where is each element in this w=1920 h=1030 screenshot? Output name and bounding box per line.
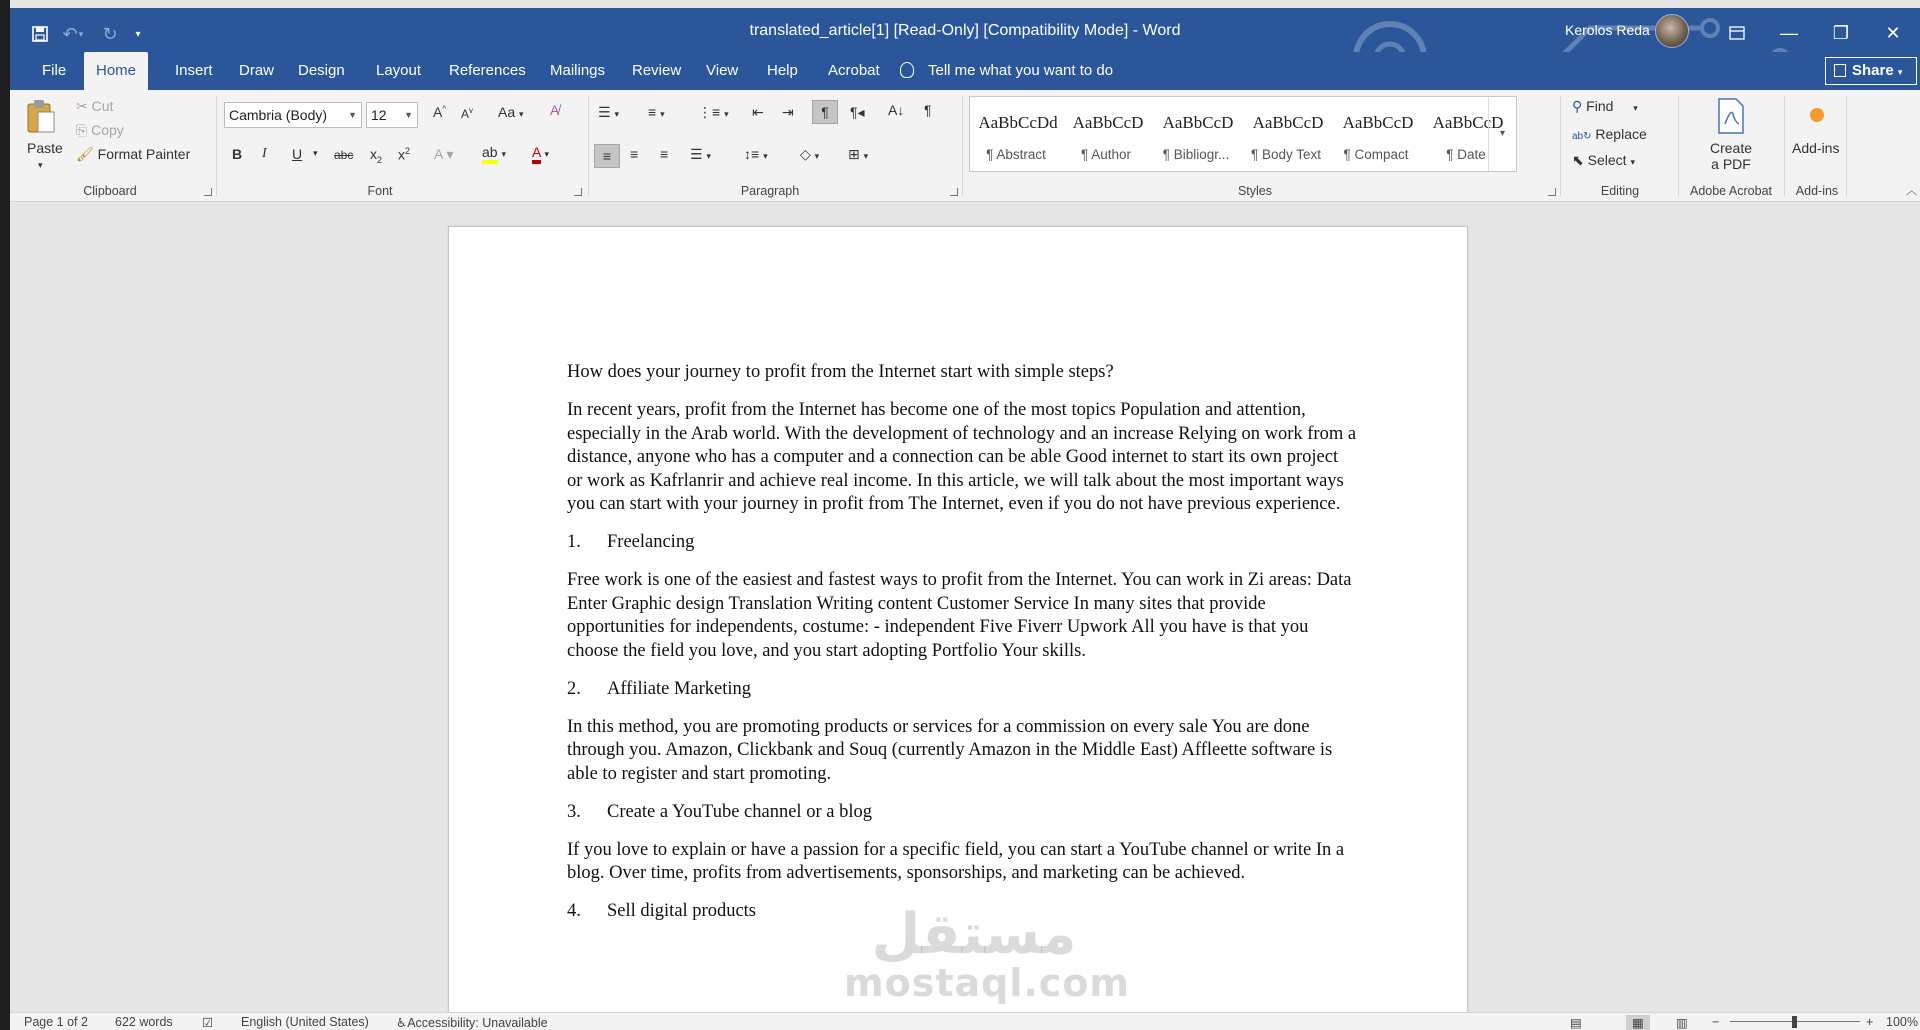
list-title: Freelancing (607, 532, 695, 552)
style-sample: AaBbCcD (1342, 113, 1414, 132)
doc-paragraph: Free work is one of the easiest and fastest ways to profit from the Internet. You can work in Zi areas: Data Enter Graphic design Translation Writing content Customer Service In many sites that provide opportunities for independents, costume: - independent Five Fiverr Upwork All you have is that you choose the field you love, and you start adopting Portfolio Your skills. (567, 570, 1352, 661)
zoom-in-icon[interactable]: + (1866, 1015, 1874, 1029)
replace-label: Replace (1595, 126, 1647, 142)
zoom-out-icon[interactable]: − (1712, 1015, 1720, 1029)
font-group-label: Font (367, 184, 393, 198)
list-number: 4. (567, 901, 581, 921)
read-mode-icon[interactable]: ▤ (1570, 1016, 1582, 1030)
restore-icon[interactable]: ❐ (1832, 22, 1850, 43)
separator (1784, 96, 1785, 196)
select-label: Select (1587, 152, 1627, 168)
sort-icon[interactable]: A↓ (888, 102, 905, 118)
format-painter-label: Format Painter (97, 146, 191, 162)
align-left-icon[interactable]: ≡ (594, 144, 620, 168)
chevron-down-icon: ▾ (519, 109, 524, 119)
style-sample: AaBbCcD (1432, 113, 1504, 132)
styles-launcher-icon[interactable] (1548, 188, 1556, 196)
customize-qat-icon[interactable]: ▾ (135, 28, 141, 40)
zoom-slider-thumb[interactable] (1792, 1016, 1797, 1028)
list-item (567, 678, 1357, 702)
accessibility-label: Accessibility: Unavailable (407, 1016, 548, 1030)
tab-file[interactable]: File (42, 62, 67, 79)
justify-icon[interactable]: ☰ ▾ (690, 146, 711, 162)
doc-paragraph: In this method, you are promoting products or services for a commission on every sale You are done through you. Amazon, Clickbank and Souq (currently Amazon in the Middle East) Affleette software is able to register and start promoting. (567, 716, 1333, 784)
bullets-icon[interactable]: ☰ ▾ (598, 104, 619, 120)
user-name[interactable]: Kerolos Reda (1565, 22, 1650, 38)
font-launcher-icon[interactable] (574, 188, 582, 196)
style-sample: AaBbCcD (1252, 113, 1324, 132)
create-pdf-line1: Create (1709, 140, 1753, 156)
add-ins-icon[interactable] (1810, 108, 1824, 122)
styles-gallery (969, 96, 1517, 172)
ribbon-tabs (10, 52, 1920, 90)
cut-button[interactable] (76, 98, 113, 115)
brush-icon: 🖌 (76, 146, 94, 162)
style-sample: AaBbCcD (1072, 113, 1144, 132)
list-number: 2. (567, 678, 581, 699)
document-body[interactable] (567, 361, 1357, 938)
paste-dropdown-icon[interactable]: ▾ (38, 160, 43, 170)
share-dropdown-icon: ▾ (1897, 67, 1903, 77)
doc-paragraph: If you love to explain or have a passion for a specific field, you can start a YouTube channel or write In a blog. Over time, profits from advertisements, sponsorships, and marketing can be achieved. (567, 839, 1345, 883)
chevron-down-icon: ▼ (404, 110, 413, 120)
tab-view[interactable]: View (706, 62, 739, 79)
superscript-icon[interactable]: $x^2$ (398, 146, 411, 163)
replace-button[interactable] (1572, 126, 1647, 142)
decrease-indent-icon[interactable]: ⇤ (752, 104, 764, 120)
shrink-font-icon[interactable]: $A^v$ (461, 106, 474, 121)
increase-indent-icon[interactable]: ⇥ (782, 104, 794, 120)
multilevel-list-icon[interactable]: ⋮≡ ▾ (698, 104, 729, 120)
subscript-icon[interactable]: $x_2$ (370, 146, 383, 165)
doc-intro: In recent years, profit from the Internet has become one of the most topics Population and attention, especially in the Arab world. With the development of technology and an increase Relying on work from a distance, anyone who has a computer and a connection can be able Good internet to start its own project or work as Kafrlanrir and achieve real income. In this article, we will talk about the most important ways you can start with your journey in profit from The Internet, even if you do not have previous experience. (567, 400, 1357, 514)
undo-dropdown-icon[interactable]: ▾ (78, 28, 84, 39)
style-name: ¶ Bibliogr... (1162, 147, 1230, 162)
accessibility-status[interactable] (396, 1015, 548, 1030)
doc-heading: How does your journey to profit from the Internet start with simple steps? (567, 362, 1114, 382)
copy-icon: ⎘ (76, 122, 88, 138)
list-title: Sell digital products (607, 901, 757, 921)
paste-icon[interactable] (26, 98, 56, 136)
search-icon: ⚲ (1572, 98, 1583, 114)
language-status[interactable]: English (United States) (241, 1015, 369, 1029)
change-case-button[interactable] (498, 104, 524, 120)
change-case-label: Aa (498, 104, 516, 120)
font-size-select[interactable] (366, 102, 418, 128)
list-title: Affiliate Marketing (607, 678, 752, 699)
find-label: Find (1586, 98, 1614, 114)
page-count[interactable]: Page 1 of 2 (24, 1015, 88, 1029)
tab-layout[interactable]: Layout (376, 62, 422, 79)
undo-icon[interactable]: ↶ (62, 23, 78, 44)
chevron-down-icon: ▼ (348, 110, 357, 120)
scissors-icon: ✂ (76, 98, 88, 114)
redo-icon[interactable]: ↻ (102, 23, 118, 44)
separator (216, 96, 217, 196)
style-abstract[interactable] (972, 97, 1060, 171)
tab-design[interactable]: Design (298, 62, 345, 79)
copy-label: Copy (91, 122, 124, 138)
style-bibliography[interactable] (1152, 97, 1240, 171)
style-compact[interactable] (1332, 97, 1420, 171)
underline-icon[interactable]: U (292, 146, 303, 162)
style-name: ¶ Compact (1343, 147, 1409, 162)
document-title: translated_article[1] [Read-Only] [Compatibility Mode] - Word (749, 22, 1181, 39)
paragraph-group-label: Paragraph (740, 184, 800, 198)
tab-mailings[interactable]: Mailings (550, 62, 606, 79)
tell-me-search[interactable] (900, 52, 1113, 90)
proofing-icon[interactable]: ☑ (202, 1016, 214, 1030)
print-layout-icon[interactable]: ▦ (1626, 1015, 1650, 1030)
share-label: Share (1852, 62, 1894, 79)
grow-font-icon[interactable]: A^ (433, 104, 447, 120)
separator (1560, 96, 1561, 196)
ltr-direction-icon[interactable]: ¶ (812, 100, 838, 124)
italic-icon[interactable]: I (262, 146, 267, 161)
tab-insert[interactable]: Insert (175, 62, 213, 79)
ribbon-home (10, 90, 1920, 202)
style-name: ¶ Abstract (986, 147, 1046, 162)
zoom-level[interactable]: 100% (1886, 1015, 1918, 1029)
highlight-icon[interactable]: ab ▾ (482, 144, 506, 160)
font-size-value: 12 (371, 107, 387, 123)
font-family-select[interactable] (224, 102, 362, 128)
copy-button[interactable] (76, 122, 124, 139)
text-effects-icon[interactable]: A ▾ (434, 146, 454, 162)
separator (588, 96, 589, 196)
style-author[interactable] (1062, 97, 1150, 171)
chevron-down-icon: ▾ (1630, 157, 1635, 167)
create-pdf-line2: a PDF (1711, 156, 1751, 172)
chevron-down-icon: ▾ (1633, 103, 1638, 113)
document-page[interactable] (448, 226, 1468, 1012)
borders-icon[interactable]: ⊞ ▾ (848, 146, 869, 162)
avatar[interactable] (1655, 14, 1689, 48)
create-pdf-icon[interactable] (1716, 98, 1746, 134)
acrobat-group-label: Adobe Acrobat (1689, 184, 1772, 198)
select-button[interactable] (1572, 152, 1635, 169)
numbering-icon[interactable]: ≡ ▾ (648, 104, 665, 120)
tab-references[interactable]: References (449, 62, 526, 79)
minimize-icon[interactable]: — (1780, 22, 1798, 43)
watermark-arabic: مستقل (871, 902, 1077, 967)
shading-icon[interactable]: ◇ ▾ (800, 146, 820, 162)
tell-me-label: Tell me what you want to do (928, 62, 1114, 79)
clipboard-launcher-icon[interactable] (204, 188, 212, 196)
clear-formatting-icon[interactable]: A̸ (550, 102, 560, 118)
styles-group-label: Styles (1237, 184, 1273, 198)
list-number: 3. (567, 801, 581, 822)
style-name: ¶ Body Text (1250, 147, 1322, 162)
styles-more-icon[interactable]: ▾ (1488, 97, 1516, 171)
align-center-icon[interactable]: ≡ (630, 146, 639, 162)
style-body-text[interactable] (1242, 97, 1330, 171)
bold-icon[interactable]: B (232, 146, 243, 162)
tab-review[interactable]: Review (632, 62, 682, 79)
line-spacing-icon[interactable]: ↕≡ ▾ (744, 146, 768, 162)
list-item (567, 801, 1357, 825)
font-family-value: Cambria (Body) (229, 107, 328, 123)
rtl-direction-icon[interactable]: ¶◂ (850, 104, 865, 120)
paste-button[interactable]: Paste (27, 140, 63, 156)
collapse-ribbon-icon[interactable]: ︿ (1906, 185, 1917, 197)
add-ins-group-label: Add-ins (1795, 184, 1839, 198)
web-layout-icon[interactable]: ▥ (1676, 1016, 1688, 1030)
show-paragraph-marks-icon[interactable]: ¶ (924, 102, 932, 118)
share-button[interactable] (1825, 57, 1917, 85)
find-button[interactable] (1572, 98, 1638, 115)
watermark (844, 902, 1131, 1005)
add-ins-button[interactable]: Add-ins (1792, 140, 1840, 156)
status-bar (10, 1012, 1920, 1030)
separator (1846, 96, 1847, 196)
separator (962, 96, 963, 196)
create-pdf-button[interactable] (1708, 140, 1754, 172)
document-canvas (10, 202, 1920, 1012)
list-item (567, 531, 1357, 555)
close-icon[interactable]: ✕ (1885, 22, 1901, 43)
align-right-icon[interactable]: ≡ (660, 146, 669, 162)
cut-label: Cut (91, 98, 114, 114)
style-name: ¶ Date (1446, 147, 1486, 162)
lightbulb-icon (900, 62, 914, 78)
style-sample: AaBbCcDd (978, 113, 1058, 132)
editing-group-label: Editing (1600, 184, 1640, 198)
share-icon (1834, 64, 1846, 77)
tab-home[interactable]: Home (84, 52, 148, 90)
tab-acrobat[interactable]: Acrobat (828, 62, 880, 79)
style-name: ¶ Author (1080, 147, 1132, 162)
list-title: Create a YouTube channel or a blog (607, 801, 872, 822)
cursor-icon: ⬉ (1572, 152, 1584, 168)
list-number: 1. (567, 532, 581, 552)
font-color-icon[interactable]: A ▾ (532, 144, 549, 160)
paragraph-launcher-icon[interactable] (950, 188, 958, 196)
tab-draw[interactable]: Draw (239, 62, 275, 79)
ribbon-display-options-icon[interactable] (1714, 16, 1760, 50)
clipboard-group-label: Clipboard (83, 184, 137, 198)
accessibility-icon: ♿ (396, 1016, 408, 1030)
replace-icon: ab↻ (1572, 131, 1592, 142)
separator (1678, 96, 1679, 196)
word-window (10, 0, 1920, 1030)
tab-help[interactable]: Help (767, 62, 798, 79)
underline-dropdown-icon[interactable]: ▾ (313, 148, 318, 158)
strikethrough-icon[interactable]: abc (334, 148, 354, 162)
style-sample: AaBbCcD (1162, 113, 1234, 132)
word-count[interactable]: 622 words (115, 1015, 173, 1029)
format-painter-button[interactable] (76, 146, 190, 163)
watermark-url: mostaql.com (844, 961, 1131, 1005)
